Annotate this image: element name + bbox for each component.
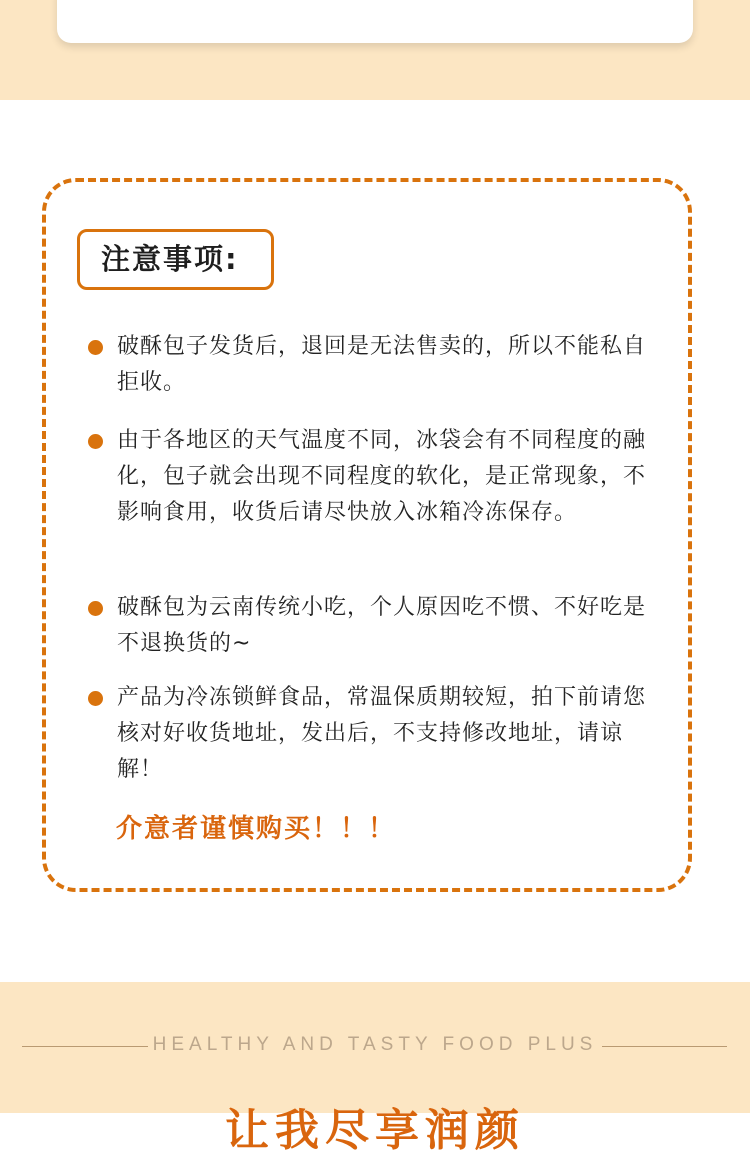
- top-card: [57, 0, 693, 43]
- divider-left: [22, 1046, 148, 1047]
- bullet-dot-icon: [88, 340, 103, 355]
- list-item-text: 由于各地区的天气温度不同，冰袋会有不同程度的融化，包子就会出现不同程度的软化，是正常现象，不影响食用，收货后请尽快放入冰箱冷冻保存。: [117, 428, 647, 525]
- list-item-text: 破酥包子发货后，退回是无法售卖的，所以不能私自拒收。: [117, 334, 647, 395]
- bottom-band: [0, 982, 750, 1156]
- tagline: HEALTHY AND TASTY FOOD PLUS: [152, 1034, 598, 1055]
- bullet-dot-icon: [88, 691, 103, 706]
- list-item-text: 破酥包为云南传统小吃，个人原因吃不惯、不好吃是不退换货的~: [117, 595, 647, 656]
- list-item-text: 产品为冷冻锁鲜食品，常温保质期较短，拍下前请您核对好收货地址，发出后，不支持修改地址，请谅解！: [117, 685, 647, 782]
- notice-title: 注意事项:: [77, 229, 274, 290]
- warning-text: 介意者谨慎购买！！！: [116, 814, 397, 844]
- bullet-dot-icon: [88, 434, 103, 449]
- section-heading: 让我尽享润颜: [225, 1105, 525, 1156]
- bullet-dot-icon: [88, 601, 103, 616]
- divider-right: [602, 1046, 727, 1047]
